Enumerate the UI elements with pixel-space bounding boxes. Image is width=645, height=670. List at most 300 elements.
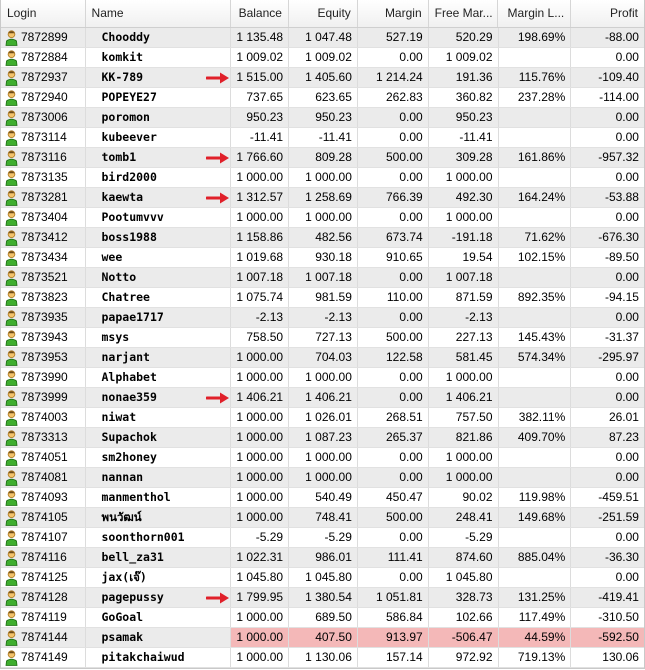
cell-equity: 1 000.00 [289, 468, 358, 487]
cell-name: soonthorn001 [86, 528, 232, 547]
cell-login [1, 328, 86, 347]
table-row[interactable] [1, 288, 644, 308]
cell-profit: -419.41 [598, 590, 639, 604]
cell-ml: 237.28% [499, 88, 572, 107]
cell-balance: 1 406.21 [231, 388, 289, 407]
cell-margin: 913.97 [358, 628, 429, 647]
cell-free: 492.30 [429, 188, 499, 207]
cell-balance: 1 009.02 [231, 48, 289, 67]
cell-free: 328.73 [429, 588, 499, 607]
cell-equity: 1 380.54 [289, 588, 358, 607]
cell-balance: 1 766.60 [231, 148, 289, 167]
cell-name: tomb1 [86, 148, 232, 167]
cell-ml: 409.70% [499, 428, 572, 447]
cell-name: jax(เจ๊) [86, 568, 232, 587]
cell-equity: 748.41 [289, 508, 358, 527]
table-row[interactable] [1, 28, 644, 48]
cell-name: psamak [86, 628, 232, 647]
user-icon [5, 510, 18, 526]
col-header-name[interactable]: Name [86, 0, 231, 27]
user-icon [5, 290, 18, 306]
cell-login [1, 588, 86, 607]
login-value: 7873999 [21, 390, 68, 404]
cell-profit: -114.00 [599, 90, 639, 104]
table-row[interactable] [1, 528, 644, 548]
login-value: 7874119 [21, 610, 67, 624]
table-row[interactable] [1, 248, 644, 268]
table-row[interactable] [1, 128, 644, 148]
table-row[interactable] [1, 468, 644, 488]
cell-login [1, 348, 86, 367]
cell-balance: 758.50 [231, 328, 289, 347]
cell-equity: -11.41 [289, 128, 358, 147]
cell-free: 1 045.80 [429, 568, 499, 587]
cell-name: pagepussy [86, 588, 232, 607]
cell-ml [499, 308, 572, 327]
cell-margin: 1 214.24 [358, 68, 429, 87]
user-icon [5, 330, 18, 346]
cell-balance: 1 000.00 [231, 168, 289, 187]
cell-login [1, 568, 86, 587]
login-value: 7872940 [21, 90, 68, 104]
cell-name: sm2honey [86, 448, 232, 467]
cell-ml [499, 568, 572, 587]
cell-equity: 704.03 [289, 348, 358, 367]
user-icon [5, 350, 18, 366]
cell-equity: 407.50 [289, 628, 358, 647]
cell-login [1, 268, 86, 287]
cell-balance: 1 007.18 [231, 268, 289, 287]
cell-equity: 986.01 [289, 548, 358, 567]
cell-margin: 0.00 [358, 308, 429, 327]
cell-margin: 262.83 [358, 88, 429, 107]
col-header-free-margin[interactable]: Free Mar... [429, 0, 499, 27]
cell-name: kubeever [86, 128, 232, 147]
cell-margin: 122.58 [358, 348, 429, 367]
login-value: 7874125 [21, 570, 68, 584]
cell-balance: 1 158.86 [231, 228, 289, 247]
user-icon [5, 210, 18, 226]
cell-ml: 574.34% [499, 348, 572, 367]
table-row[interactable] [1, 348, 644, 368]
cell-profit: 0.00 [615, 130, 639, 144]
cell-free: 821.86 [429, 428, 499, 447]
cell-name: papae1717 [86, 308, 232, 327]
login-value: 7873006 [21, 110, 68, 124]
cell-ml [499, 448, 572, 467]
cell-name: msys [86, 328, 232, 347]
cell-free: 1 406.21 [429, 388, 499, 407]
cell-ml [499, 368, 572, 387]
user-icon [5, 370, 18, 386]
cell-login [1, 208, 86, 227]
login-value: 7873114 [21, 130, 67, 144]
cell-login [1, 88, 86, 107]
login-value: 7874051 [21, 450, 68, 464]
cell-free: 360.82 [429, 88, 499, 107]
cell-profit: 0.00 [615, 450, 639, 464]
table-row[interactable] [1, 488, 644, 508]
cell-ml [499, 128, 572, 147]
cell-ml [499, 468, 572, 487]
cell-login [1, 168, 86, 187]
login-value: 7873313 [21, 430, 68, 444]
table-row[interactable] [1, 168, 644, 188]
cell-name: nonae359 [86, 388, 232, 407]
cell-free: 1 000.00 [429, 468, 499, 487]
cell-login [1, 188, 86, 207]
cell-balance: 737.65 [231, 88, 289, 107]
cell-free: 19.54 [429, 248, 499, 267]
cell-name: Alphabet [86, 368, 232, 387]
cell-equity: 482.56 [289, 228, 358, 247]
table-row[interactable] [1, 208, 644, 228]
cell-balance: 1 000.00 [231, 408, 289, 427]
user-icon [5, 230, 18, 246]
login-value: 7874081 [21, 470, 68, 484]
cell-name: bird2000 [86, 168, 232, 187]
table-row[interactable] [1, 88, 644, 108]
user-icon [5, 130, 18, 146]
cell-profit: 0.00 [615, 50, 639, 64]
cell-profit: 0.00 [615, 370, 639, 384]
cell-margin: 268.51 [358, 408, 429, 427]
cell-login [1, 228, 86, 247]
login-value: 7874003 [21, 410, 68, 424]
cell-profit: 0.00 [615, 110, 639, 124]
cell-ml: 131.25% [499, 588, 572, 607]
cell-ml: 892.35% [499, 288, 572, 307]
cell-login [1, 28, 86, 47]
cell-free: -506.47 [429, 628, 499, 647]
table-row[interactable] [1, 328, 644, 348]
user-icon [5, 90, 18, 106]
cell-ml: 719.13% [499, 648, 572, 667]
cell-name: Chooddy [86, 28, 232, 47]
cell-login [1, 388, 86, 407]
login-value: 7873135 [21, 170, 68, 184]
cell-equity: 1 087.23 [289, 428, 358, 447]
login-value: 7873990 [21, 370, 68, 384]
cell-free: -5.29 [429, 528, 499, 547]
cell-balance: 1 000.00 [231, 208, 289, 227]
table-row[interactable] [1, 228, 644, 248]
cell-free: -191.18 [429, 228, 499, 247]
login-value: 7872899 [21, 30, 68, 44]
user-icon [5, 490, 18, 506]
red-arrow-icon [206, 190, 232, 206]
table-row[interactable] [1, 68, 644, 88]
login-value: 7873953 [21, 350, 68, 364]
user-icon [5, 450, 18, 466]
cell-name: wee [86, 248, 232, 267]
cell-equity: 1 000.00 [289, 208, 358, 227]
user-icon [5, 650, 18, 666]
cell-profit: 130.06 [602, 650, 639, 664]
cell-free: 520.29 [429, 28, 499, 47]
cell-name: Pootumvvv [86, 208, 232, 227]
table-row[interactable] [1, 508, 644, 528]
table-row[interactable] [1, 628, 644, 648]
cell-equity: 930.18 [289, 248, 358, 267]
cell-free: 102.66 [429, 608, 499, 627]
cell-balance: 1 045.80 [231, 568, 289, 587]
cell-ml: 164.24% [499, 188, 572, 207]
cell-name: poromon [86, 108, 232, 127]
cell-ml: 119.98% [499, 488, 572, 507]
cell-balance: 1 000.00 [231, 448, 289, 467]
red-arrow-icon [206, 70, 232, 86]
cell-free: 248.41 [429, 508, 499, 527]
cell-login [1, 128, 86, 147]
table-row[interactable] [1, 388, 644, 408]
cell-margin: 0.00 [358, 468, 429, 487]
login-value: 7873281 [21, 190, 68, 204]
table-row[interactable] [1, 308, 644, 328]
cell-balance: 1 312.57 [231, 188, 289, 207]
cell-profit: -88.00 [604, 30, 639, 44]
cell-equity: 1 130.06 [289, 648, 358, 667]
table-row[interactable] [1, 188, 644, 208]
table-row[interactable] [1, 588, 644, 608]
cell-margin: 500.00 [358, 508, 429, 527]
cell-balance: 1 000.00 [231, 428, 289, 447]
cell-login [1, 408, 86, 427]
cell-free: 950.23 [429, 108, 499, 127]
cell-equity: 1 026.01 [289, 408, 358, 427]
cell-profit: 0.00 [615, 210, 639, 224]
cell-equity: 623.65 [289, 88, 358, 107]
cell-profit: -459.51 [598, 490, 639, 504]
cell-free: 191.36 [429, 68, 499, 87]
login-value: 7873404 [21, 210, 68, 224]
cell-margin: 450.47 [358, 488, 429, 507]
cell-free: 1 009.02 [429, 48, 499, 67]
cell-equity: 1 406.21 [289, 388, 358, 407]
table-body [1, 28, 644, 668]
user-icon [5, 30, 18, 46]
user-icon [5, 410, 18, 426]
cell-margin: 586.84 [358, 608, 429, 627]
cell-margin: 673.74 [358, 228, 429, 247]
cell-name: พนวัฒน์ [86, 508, 232, 527]
cell-profit: -592.50 [571, 628, 644, 647]
cell-login [1, 488, 86, 507]
cell-login [1, 148, 86, 167]
cell-margin: 110.00 [358, 288, 429, 307]
col-header-equity[interactable]: Equity [289, 0, 358, 27]
cell-margin: 766.39 [358, 188, 429, 207]
cell-margin: 500.00 [358, 328, 429, 347]
table-row[interactable] [1, 428, 644, 448]
col-header-login[interactable]: Login [1, 0, 86, 27]
cell-ml: 161.86% [499, 148, 572, 167]
cell-ml: 149.68% [499, 508, 572, 527]
cell-equity: 1 045.80 [289, 568, 358, 587]
cell-login [1, 308, 86, 327]
cell-free: -2.13 [429, 308, 499, 327]
cell-login [1, 288, 86, 307]
cell-margin: 0.00 [358, 268, 429, 287]
cell-balance: -2.13 [231, 308, 289, 327]
cell-profit: -36.30 [604, 550, 639, 564]
cell-profit: -94.15 [604, 290, 639, 304]
cell-name: pitakchaiwud [86, 648, 232, 667]
cell-margin: 111.41 [358, 548, 429, 567]
cell-ml: 71.62% [499, 228, 572, 247]
cell-free: 1 000.00 [429, 448, 499, 467]
cell-free: 581.45 [429, 348, 499, 367]
cell-profit: -957.32 [598, 150, 639, 164]
cell-login [1, 108, 86, 127]
table-row[interactable] [1, 368, 644, 388]
cell-balance: 1 075.74 [231, 288, 289, 307]
table-row[interactable] [1, 48, 644, 68]
cell-margin: 157.14 [358, 648, 429, 667]
cell-equity: 727.13 [289, 328, 358, 347]
cell-free: 309.28 [429, 148, 499, 167]
cell-ml [499, 48, 572, 67]
cell-free: 1 000.00 [429, 368, 499, 387]
user-icon [5, 430, 18, 446]
table-row[interactable] [1, 148, 644, 168]
col-header-margin[interactable]: Margin [358, 0, 429, 27]
cell-profit: 0.00 [615, 530, 639, 544]
cell-ml: 102.15% [499, 248, 572, 267]
user-icon [5, 310, 18, 326]
cell-name: Supachok [86, 428, 232, 447]
login-value: 7873434 [21, 250, 68, 264]
table-row[interactable] [1, 408, 644, 428]
cell-name: nannan [86, 468, 232, 487]
table-row[interactable] [1, 548, 644, 568]
cell-balance: 1 000.00 [231, 488, 289, 507]
login-value: 7874128 [21, 590, 68, 604]
cell-free: 874.60 [429, 548, 499, 567]
cell-profit: -676.30 [598, 230, 639, 244]
cell-login [1, 248, 86, 267]
red-arrow-icon [206, 390, 232, 406]
user-icon [5, 250, 18, 266]
cell-margin: 0.00 [358, 128, 429, 147]
login-value: 7872937 [21, 70, 68, 84]
user-icon [5, 390, 18, 406]
cell-profit: -31.37 [604, 330, 639, 344]
cell-free: 757.50 [429, 408, 499, 427]
cell-profit: 0.00 [615, 270, 639, 284]
user-icon [5, 110, 18, 126]
login-value: 7873943 [21, 330, 68, 344]
cell-equity: 950.23 [289, 108, 358, 127]
cell-margin: 1 051.81 [358, 588, 429, 607]
cell-free: 1 000.00 [429, 168, 499, 187]
cell-ml [499, 528, 572, 547]
cell-equity: 1 405.60 [289, 68, 358, 87]
user-icon [5, 150, 18, 166]
cell-equity: 1 009.02 [289, 48, 358, 67]
cell-margin: 0.00 [358, 568, 429, 587]
cell-ml: 44.59% [499, 628, 572, 647]
cell-profit: -295.97 [598, 350, 639, 364]
cell-ml: 145.43% [499, 328, 572, 347]
user-icon [5, 530, 18, 546]
cell-login [1, 68, 86, 87]
cell-free: -11.41 [429, 128, 499, 147]
login-value: 7873823 [21, 290, 68, 304]
cell-margin: 0.00 [358, 388, 429, 407]
cell-equity: 981.59 [289, 288, 358, 307]
table-row[interactable] [1, 108, 644, 128]
cell-equity: 1 007.18 [289, 268, 358, 287]
login-value: 7874149 [21, 650, 68, 664]
cell-margin: 500.00 [358, 148, 429, 167]
cell-name: komkit [86, 48, 232, 67]
table-row[interactable] [1, 608, 644, 628]
table-row[interactable] [1, 448, 644, 468]
cell-profit: -89.50 [604, 250, 639, 264]
cell-margin: 0.00 [358, 48, 429, 67]
cell-ml [499, 208, 572, 227]
cell-ml: 115.76% [499, 68, 572, 87]
col-header-profit[interactable]: Profit [610, 6, 639, 20]
cell-margin: 0.00 [358, 168, 429, 187]
login-value: 7873412 [21, 230, 68, 244]
user-icon [5, 70, 18, 86]
cell-ml: 117.49% [499, 608, 572, 627]
cell-login [1, 608, 86, 627]
cell-name: manmenthol [86, 488, 232, 507]
cell-profit: 0.00 [615, 470, 639, 484]
cell-profit: 0.00 [615, 170, 639, 184]
cell-ml: 198.69% [499, 28, 572, 47]
user-icon [5, 550, 18, 566]
cell-balance: 1 000.00 [231, 628, 289, 647]
cell-login [1, 528, 86, 547]
cell-profit: 0.00 [615, 390, 639, 404]
user-icon [5, 170, 18, 186]
cell-free: 90.02 [429, 488, 499, 507]
table-row[interactable] [1, 568, 644, 588]
user-icon [5, 270, 18, 286]
cell-profit: 26.01 [608, 410, 639, 424]
cell-profit: -310.50 [598, 610, 639, 624]
cell-ml [499, 168, 572, 187]
login-value: 7873935 [21, 310, 68, 324]
cell-equity: 689.50 [289, 608, 358, 627]
cell-name: KK-789 [86, 68, 232, 87]
cell-name: GoGoal [86, 608, 232, 627]
cell-name: boss1988 [86, 228, 232, 247]
col-header-balance[interactable]: Balance [231, 0, 289, 27]
col-header-margin-level[interactable]: Margin L... [498, 0, 571, 27]
red-arrow-icon [206, 590, 232, 606]
user-icon [5, 570, 18, 586]
table-row[interactable] [1, 268, 644, 288]
cell-login [1, 648, 86, 667]
cell-balance: -11.41 [231, 128, 289, 147]
cell-profit: -251.59 [598, 510, 639, 524]
cell-login [1, 448, 86, 467]
cell-balance: 1 000.00 [231, 468, 289, 487]
user-icon [5, 190, 18, 206]
cell-margin: 910.65 [358, 248, 429, 267]
cell-balance: 1 000.00 [231, 608, 289, 627]
table-row[interactable] [1, 648, 644, 668]
cell-free: 972.92 [429, 648, 499, 667]
cell-equity: 1 258.69 [289, 188, 358, 207]
cell-ml [499, 388, 572, 407]
table-header [1, 0, 644, 28]
